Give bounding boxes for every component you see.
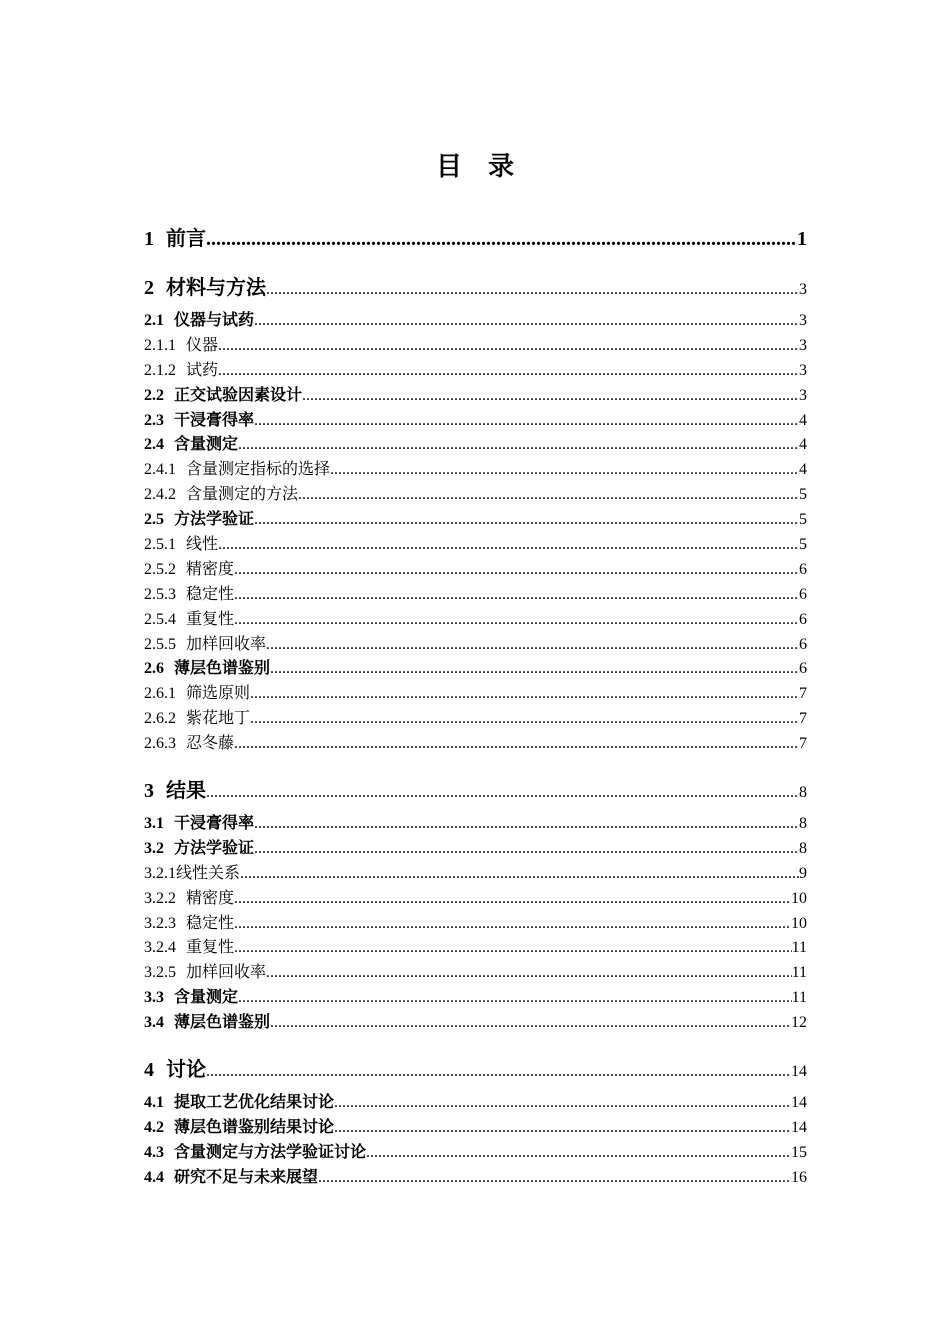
toc-entry-page-number: 11 <box>791 964 807 982</box>
toc-entry[interactable] <box>144 936 807 961</box>
toc-entry[interactable] <box>144 225 807 254</box>
toc-dot-leader <box>206 225 797 254</box>
toc-entry-number: 2.5.3 <box>144 585 176 603</box>
toc-entry[interactable] <box>144 682 807 707</box>
toc-entry-page-number: 15 <box>791 1143 807 1161</box>
toc-entry-number: 2.5.2 <box>144 560 176 578</box>
toc-entry[interactable] <box>144 384 807 409</box>
toc-dot-leader <box>234 936 792 961</box>
toc-entry-page-number: 9 <box>799 864 807 882</box>
toc-entry[interactable] <box>144 508 807 533</box>
toc-dot-leader <box>218 359 799 384</box>
toc-entry-page-number: 1 <box>797 228 807 250</box>
toc-dot-leader <box>234 608 799 633</box>
toc-entry-page-number: 10 <box>791 889 807 907</box>
toc-dot-leader <box>270 1011 791 1036</box>
toc-entry-title: 精密度 <box>186 889 235 907</box>
toc-entry-title: 仪器与试药 <box>174 312 255 329</box>
toc-entry[interactable] <box>144 862 807 887</box>
toc-entry-number: 4.2 <box>144 1118 164 1136</box>
toc-entry-title: 重复性 <box>186 610 235 628</box>
toc-entry-title: 重复性 <box>186 939 235 957</box>
toc-dot-leader <box>254 812 799 837</box>
toc-dot-leader <box>366 1141 791 1166</box>
toc-dot-leader <box>250 682 799 707</box>
toc-entry[interactable] <box>144 707 807 732</box>
toc-entry-title: 方法学验证 <box>174 511 255 529</box>
toc-dot-leader <box>318 1166 791 1191</box>
toc-entry-page-number: 3 <box>799 312 807 329</box>
toc-entry-number: 3.2.2 <box>144 889 176 907</box>
toc-entry-page-number: 6 <box>799 585 807 603</box>
toc-entry[interactable] <box>144 433 807 458</box>
toc-entry[interactable] <box>144 633 807 658</box>
toc-entry-title: 前言 <box>166 228 206 250</box>
toc-title: 目 录 <box>435 152 514 181</box>
toc-entry[interactable] <box>144 961 807 986</box>
toc-dot-leader <box>206 778 799 806</box>
toc-entry-title: 含量测定的方法 <box>186 486 299 504</box>
toc-entry-title: 材料与方法 <box>166 277 266 299</box>
toc-entry[interactable] <box>144 334 807 359</box>
toc-entry-title: 精密度 <box>186 560 235 578</box>
toc-dot-leader <box>334 1091 791 1116</box>
toc-entry-page-number: 3 <box>799 281 807 298</box>
toc-entry-page-number: 8 <box>799 839 807 857</box>
toc-entry-number: 3.2.1 <box>144 864 176 882</box>
toc-entry-page-number: 6 <box>799 635 807 653</box>
toc-entry-title: 方法学验证 <box>174 839 255 857</box>
toc-entry-page-number: 4 <box>799 411 807 429</box>
toc-entry-page-number: 8 <box>799 815 807 833</box>
toc-dot-leader <box>270 657 799 682</box>
toc-entry-number: 2.4.1 <box>144 461 176 479</box>
toc-dot-leader <box>254 837 799 862</box>
toc-dot-leader <box>266 633 799 658</box>
toc-entry-title: 干浸膏得率 <box>174 815 255 833</box>
toc-entry[interactable] <box>144 912 807 937</box>
toc-entry-page-number: 11 <box>791 989 807 1007</box>
toc-entry-title: 筛选原则 <box>186 685 251 703</box>
toc-entry-page-number: 11 <box>791 939 807 957</box>
toc-entry[interactable] <box>144 409 807 434</box>
toc-entry-page-number: 3 <box>799 336 807 354</box>
toc-entry[interactable] <box>144 732 807 757</box>
toc-entry-number: 2.5.1 <box>144 536 176 554</box>
toc-entry-title: 提取工艺优化结果讨论 <box>174 1094 335 1112</box>
toc-entry[interactable] <box>144 837 807 862</box>
toc-entry-page-number: 7 <box>799 685 807 703</box>
toc-entry-number: 3.2 <box>144 839 164 857</box>
toc-entry[interactable] <box>144 1011 807 1036</box>
toc-entry-title: 正交试验因素设计 <box>174 386 303 404</box>
toc-dot-leader <box>234 732 799 757</box>
toc-entry[interactable] <box>144 274 807 303</box>
toc-entry-number: 4.4 <box>144 1168 164 1186</box>
toc-dot-leader <box>254 309 799 334</box>
toc-dot-leader <box>266 275 799 303</box>
toc-dot-leader <box>250 707 799 732</box>
toc-entry[interactable] <box>144 812 807 837</box>
toc-entry[interactable] <box>144 1056 807 1085</box>
toc-entry-number: 2.5.5 <box>144 635 176 653</box>
toc-entry-title: 稳定性 <box>186 585 235 603</box>
toc-entry-number: 2.5 <box>144 511 164 529</box>
toc-entry-page-number: 3 <box>799 386 807 404</box>
toc-entry[interactable] <box>144 657 807 682</box>
toc-entry-page-number: 5 <box>799 536 807 554</box>
toc-entry-title: 紫花地丁 <box>186 710 251 728</box>
toc-entry-number: 2 <box>144 277 154 299</box>
toc-dot-leader <box>238 986 792 1011</box>
toc-entry-page-number: 5 <box>799 486 807 504</box>
toc-dot-leader <box>206 1057 791 1085</box>
toc-entry-page-number: 14 <box>791 1063 807 1081</box>
toc-entry-title: 忍冬藤 <box>186 735 235 753</box>
toc-entry-number: 3.4 <box>144 1014 164 1032</box>
toc-entry-number: 2.6.2 <box>144 710 176 728</box>
toc-entry-page-number: 6 <box>799 610 807 628</box>
toc-entry-page-number: 16 <box>791 1168 807 1186</box>
toc-entry-number: 2.6.3 <box>144 735 176 753</box>
toc-entry-title: 含量测定指标的选择 <box>186 461 331 479</box>
toc-entry-page-number: 6 <box>799 660 807 678</box>
toc-dot-leader <box>302 384 799 409</box>
toc-entry-number: 3.2.4 <box>144 939 176 957</box>
toc-entry-title: 线性 <box>186 536 219 554</box>
toc-entry-number: 3.2.3 <box>144 914 176 932</box>
toc-entry-number: 1 <box>144 228 154 250</box>
toc-entry-title: 讨论 <box>166 1059 206 1082</box>
toc-entry[interactable] <box>144 608 807 633</box>
toc-dot-leader <box>218 334 799 359</box>
toc-dot-leader <box>234 583 799 608</box>
toc-entry[interactable] <box>144 1116 807 1141</box>
toc-entry-title: 线性关系 <box>176 864 241 882</box>
toc-entry-page-number: 14 <box>791 1094 807 1112</box>
toc-entry-number: 4.1 <box>144 1094 164 1112</box>
toc-entry-number: 2.6 <box>144 660 164 678</box>
toc-dot-leader <box>254 409 799 434</box>
toc-dot-leader <box>234 558 799 583</box>
toc-dot-leader <box>330 458 799 483</box>
toc-entry-title: 试药 <box>186 361 219 379</box>
toc-entry[interactable] <box>144 777 807 806</box>
toc-entry-number: 2.3 <box>144 411 164 429</box>
toc-entry-page-number: 14 <box>791 1118 807 1136</box>
toc-entry-title: 仪器 <box>186 336 219 354</box>
toc-entry-number: 2.1 <box>144 312 164 329</box>
table-of-contents <box>144 225 807 1191</box>
toc-dot-leader <box>298 483 799 508</box>
toc-entry[interactable] <box>144 1141 807 1166</box>
toc-entry-title: 加样回收率 <box>186 964 267 982</box>
toc-dot-leader <box>334 1116 791 1141</box>
toc-entry-page-number: 12 <box>791 1014 807 1032</box>
toc-entry[interactable] <box>144 887 807 912</box>
toc-entry-number: 4.3 <box>144 1143 164 1161</box>
toc-entry-page-number: 10 <box>791 914 807 932</box>
toc-dot-leader <box>218 533 799 558</box>
toc-entry-number: 2.2 <box>144 386 164 404</box>
toc-entry-page-number: 8 <box>799 784 807 802</box>
toc-dot-leader <box>266 961 792 986</box>
toc-entry-number: 3.1 <box>144 815 164 833</box>
toc-entry[interactable] <box>144 1166 807 1191</box>
toc-entry[interactable] <box>144 458 807 483</box>
toc-entry-title: 薄层色谱鉴别 <box>174 1014 271 1032</box>
toc-entry-number: 4 <box>144 1059 154 1082</box>
toc-entry-number: 2.5.4 <box>144 610 176 628</box>
toc-entry-title: 含量测定 <box>174 989 239 1007</box>
toc-entry-number: 2.4 <box>144 436 164 454</box>
toc-entry[interactable] <box>144 558 807 583</box>
toc-entry[interactable] <box>144 309 807 334</box>
toc-entry[interactable] <box>144 359 807 384</box>
toc-entry-page-number: 5 <box>799 511 807 529</box>
toc-dot-leader <box>234 887 791 912</box>
toc-entry-page-number: 7 <box>799 710 807 728</box>
toc-entry-page-number: 6 <box>799 560 807 578</box>
toc-entry[interactable] <box>144 583 807 608</box>
toc-entry[interactable] <box>144 1091 807 1116</box>
toc-entry-title: 含量测定 <box>174 436 239 454</box>
toc-entry-title: 干浸膏得率 <box>174 411 255 429</box>
toc-entry-page-number: 4 <box>799 461 807 479</box>
toc-entry-number: 2.1.1 <box>144 336 176 354</box>
toc-dot-leader <box>238 433 799 458</box>
toc-entry[interactable] <box>144 533 807 558</box>
toc-entry-title: 稳定性 <box>186 914 235 932</box>
toc-entry-number: 3.2.5 <box>144 964 176 982</box>
toc-entry-title: 研究不足与未来展望 <box>174 1168 319 1186</box>
toc-entry[interactable] <box>144 483 807 508</box>
toc-entry-number: 2.4.2 <box>144 486 176 504</box>
toc-entry-number: 2.6.1 <box>144 685 176 703</box>
toc-entry-page-number: 7 <box>799 735 807 753</box>
toc-dot-leader <box>254 508 799 533</box>
toc-dot-leader <box>240 862 799 887</box>
toc-entry[interactable] <box>144 986 807 1011</box>
toc-entry-number: 2.1.2 <box>144 361 176 379</box>
toc-entry-page-number: 3 <box>799 361 807 379</box>
toc-entry-title: 薄层色谱鉴别 <box>174 660 271 678</box>
toc-entry-number: 3 <box>144 780 154 803</box>
toc-entry-title: 结果 <box>166 780 206 803</box>
toc-dot-leader <box>234 912 791 937</box>
toc-entry-page-number: 4 <box>799 436 807 454</box>
toc-entry-title: 含量测定与方法学验证讨论 <box>174 1143 367 1161</box>
toc-entry-number: 3.3 <box>144 989 164 1007</box>
toc-entry-title: 加样回收率 <box>186 635 267 653</box>
toc-entry-title: 薄层色谱鉴别结果讨论 <box>174 1118 335 1136</box>
